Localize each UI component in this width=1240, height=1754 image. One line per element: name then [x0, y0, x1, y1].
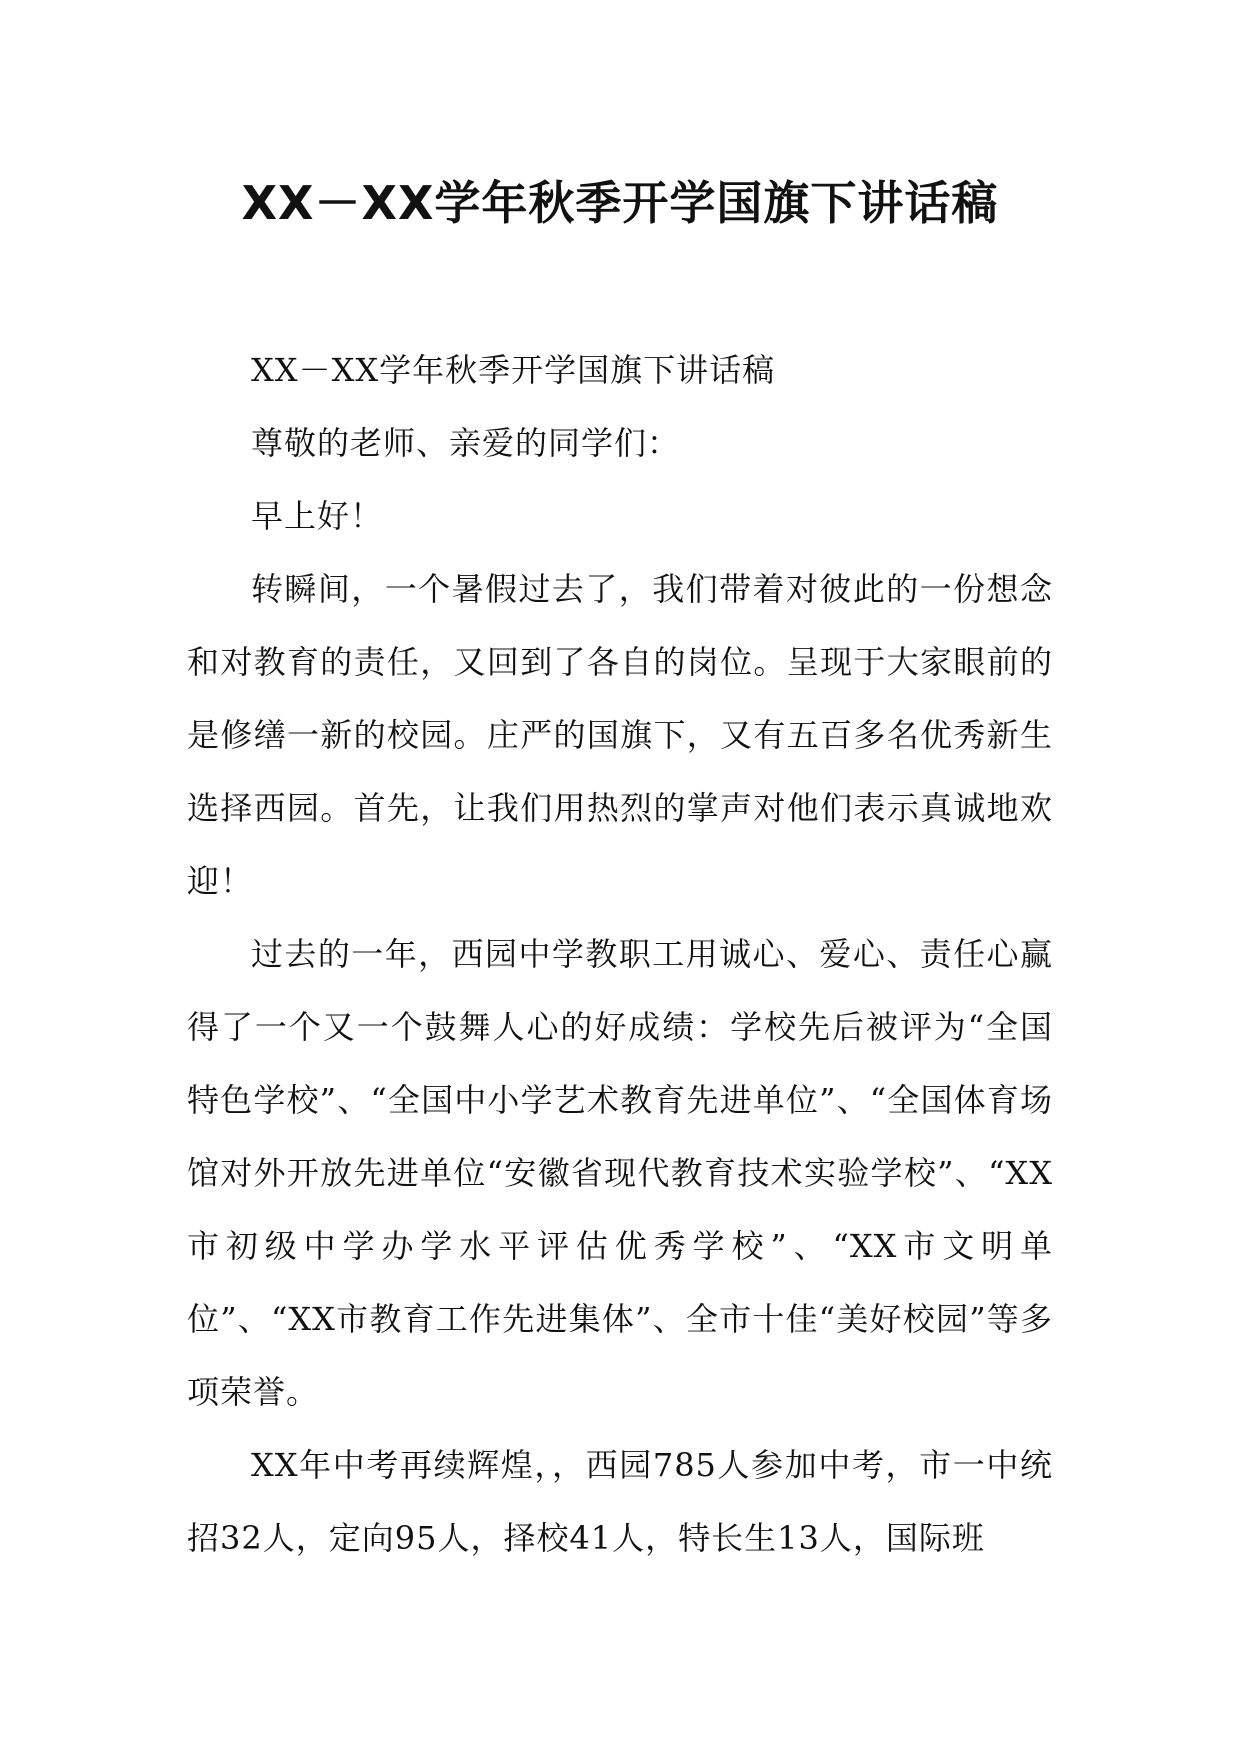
body-paragraph: 过去的一年，西园中学教职工用诚心、爱心、责任心赢得了一个又一个鼓舞人心的好成绩：学校先后被评为“全国特色学校”、“全国中小学艺术教育先进单位”、“全国体育场馆对外开放先进单位“安徽省现代教育技术实验学校”、“XX市初级中学办学水平评估优秀学校”、“XX市文明单位”、“XX市教育工作先进集体”、全市十佳“美好校园”等多项荣誉。 — [187, 935, 1053, 1411]
body-paragraph: 早上好！ — [251, 497, 384, 535]
document-body — [187, 334, 1053, 1575]
body-paragraph: XX－XX学年秋季开学国旗下讲话稿 — [251, 351, 776, 389]
body-paragraph: 尊敬的老师、亲爱的同学们： — [251, 424, 681, 462]
body-paragraph: XX年中考再续辉煌，，西园785人参加中考，市一中统招32人，定向95人，择校41人，特长生13人，国际班 — [187, 1446, 1053, 1557]
document-title: XX－XX学年秋季开学国旗下讲话稿 — [241, 176, 999, 230]
body-paragraph: 转瞬间，一个暑假过去了，我们带着对彼此的一份想念和对教育的责任，又回到了各自的岗位。呈现于大家眼前的是修缮一新的校园。庄严的国旗下，又有五百多名优秀新生选择西园。首先，让我们用热烈的掌声对他们表示真诚地欢迎！ — [187, 570, 1053, 900]
